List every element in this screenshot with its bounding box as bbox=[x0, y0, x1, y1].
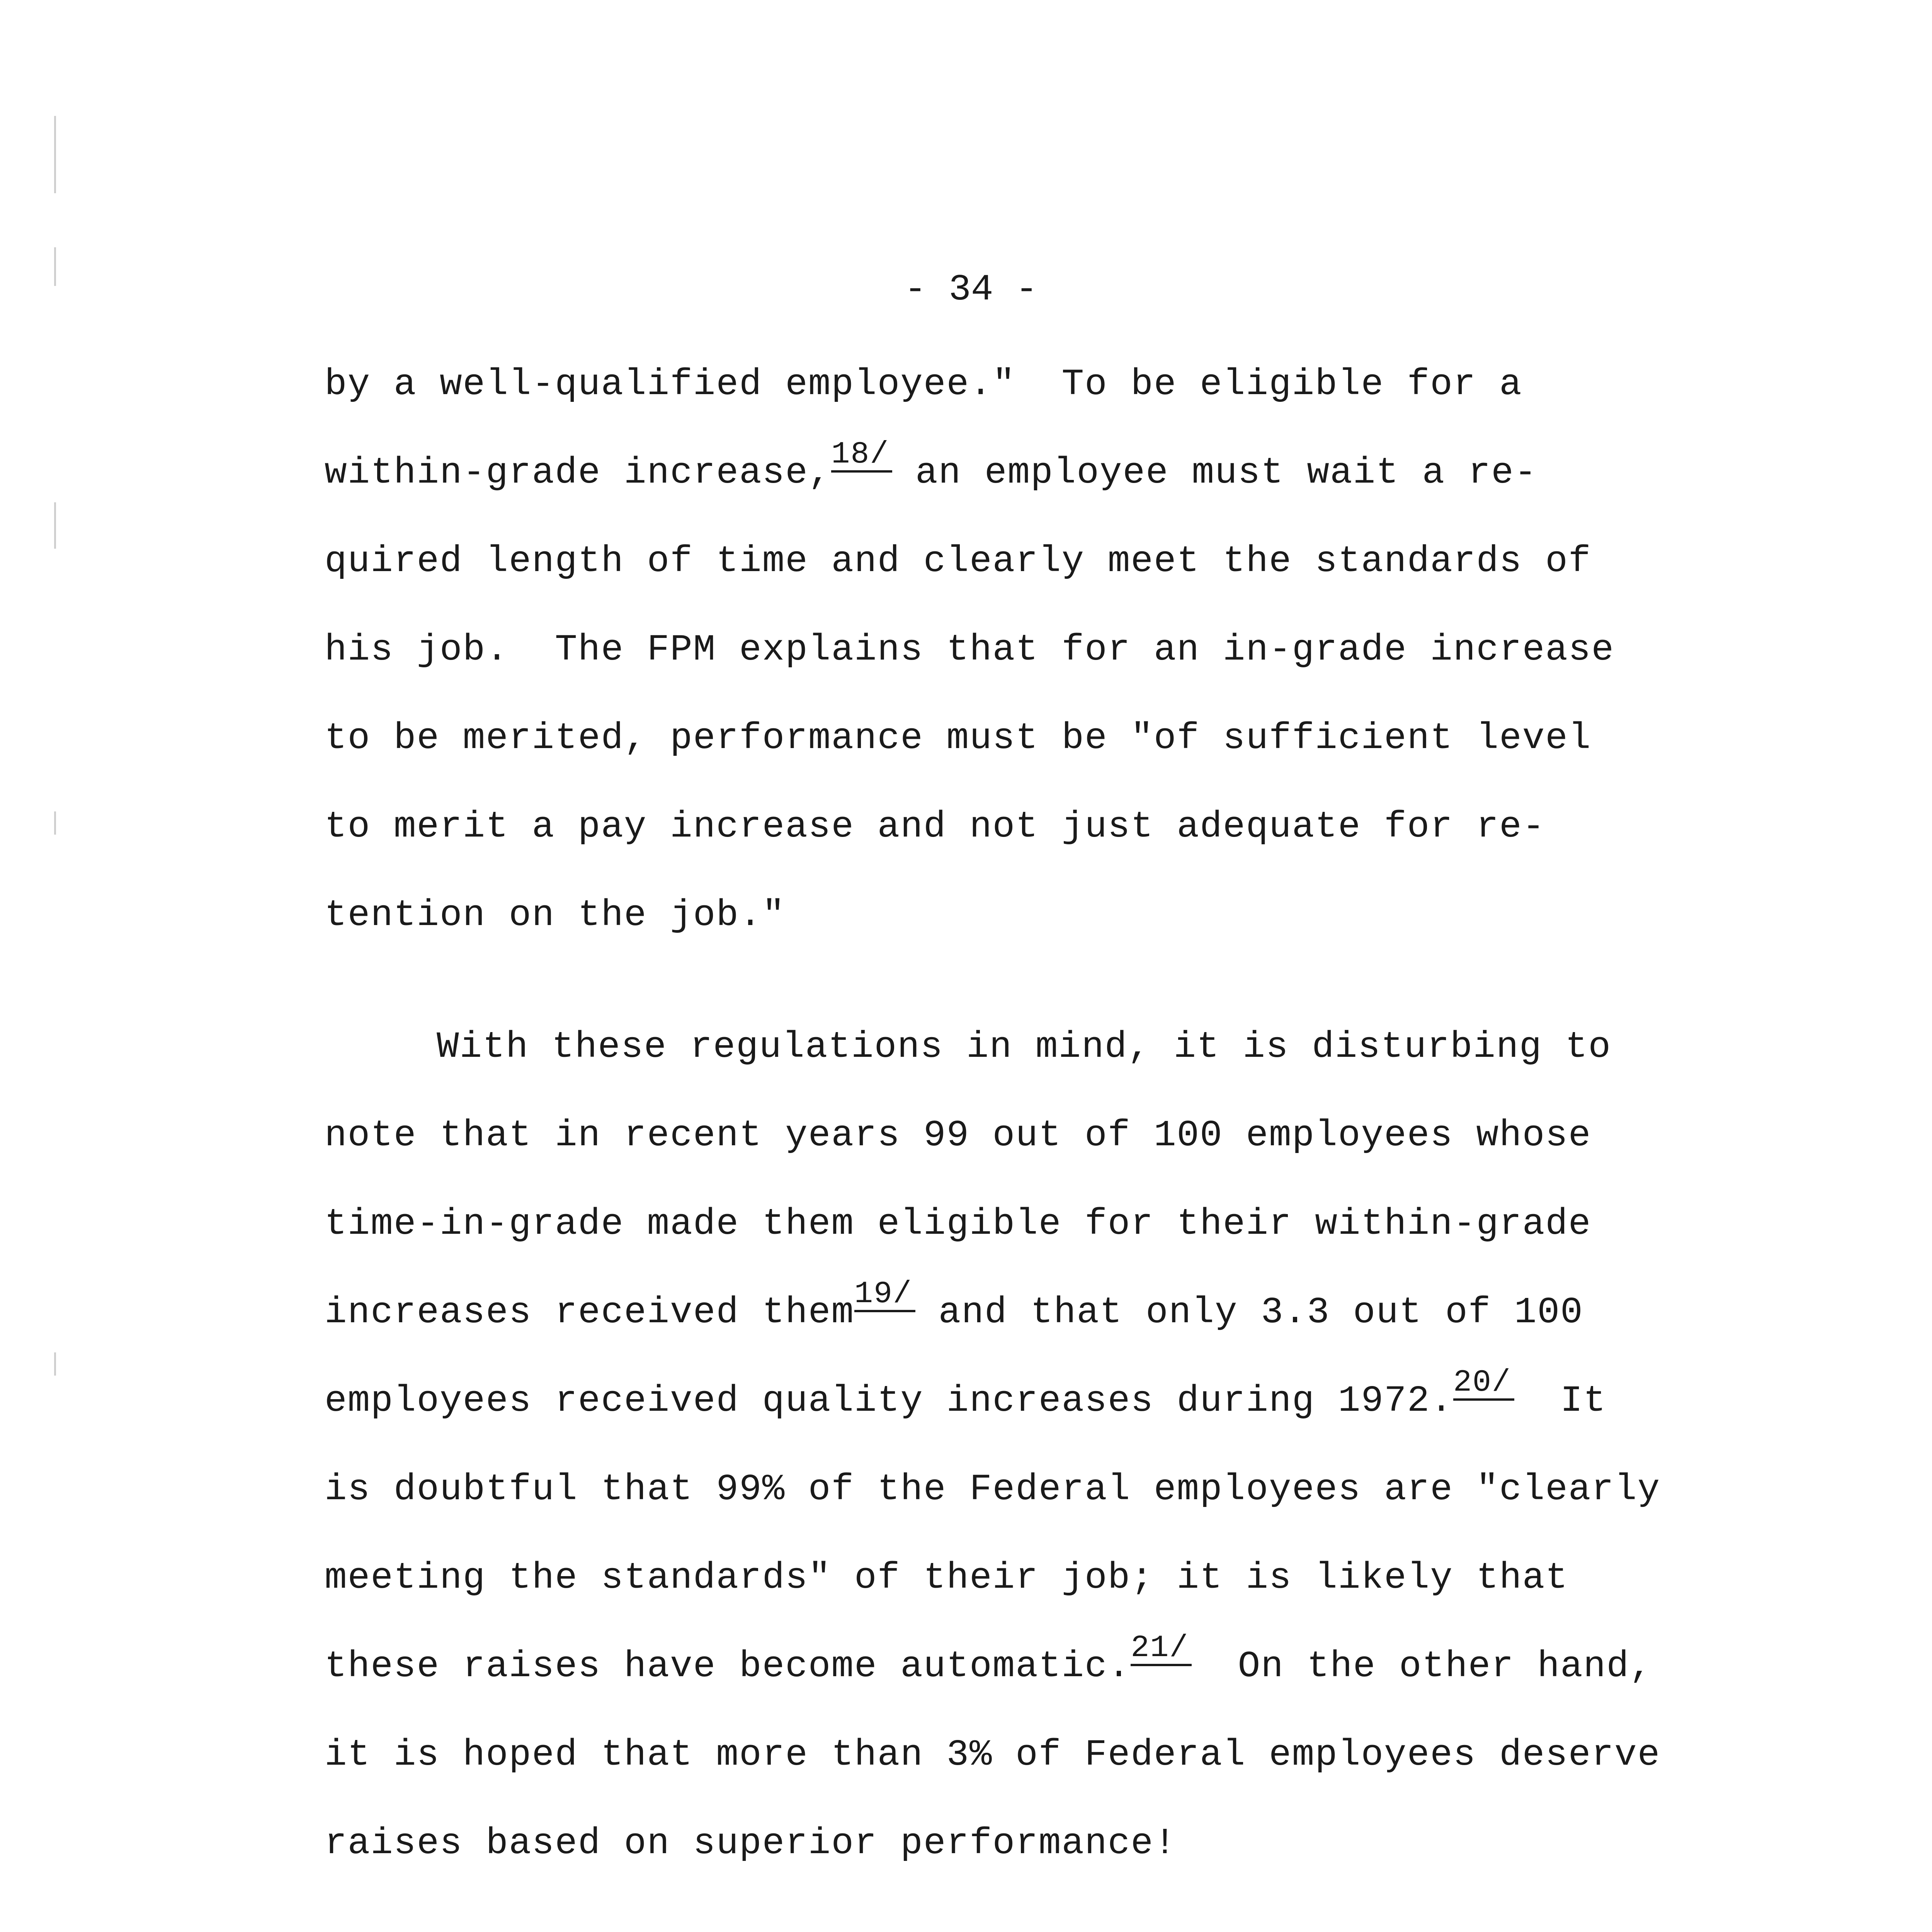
paragraph-eligibility bbox=[325, 340, 1614, 959]
scan-artifact bbox=[54, 247, 56, 286]
paragraph-monitoring bbox=[325, 1930, 1684, 1932]
text-line: it is hoped that more than 3% of Federal employees deserve bbox=[325, 1734, 1661, 1776]
scan-artifact bbox=[54, 1352, 56, 1376]
scan-artifact bbox=[54, 116, 56, 193]
scan-artifact bbox=[54, 502, 56, 549]
text-line: quired length of time and clearly meet the standards of bbox=[325, 540, 1592, 582]
text-line: is doubtful that 99% of the Federal employees are "clearly bbox=[325, 1468, 1661, 1510]
footnote-ref-20: 20/ bbox=[1453, 1367, 1514, 1401]
page-number: - 34 - bbox=[904, 269, 1038, 311]
text-segment: increases received them bbox=[325, 1291, 855, 1333]
text-segment: within-grade increase, bbox=[325, 452, 832, 494]
footnote-ref-21: 21/ bbox=[1131, 1633, 1192, 1666]
text-line bbox=[325, 1930, 1684, 1932]
text-line: tention on the job." bbox=[325, 894, 786, 936]
paragraph-statistics bbox=[325, 1003, 1660, 1888]
text-line: to be merited, performance must be "of sufficient level bbox=[325, 717, 1592, 759]
text-line bbox=[325, 1622, 1660, 1711]
text-line: time-in-grade made them eligible for their within-grade bbox=[325, 1203, 1592, 1245]
text-line: to merit a pay increase and not just adequate for re- bbox=[325, 806, 1546, 848]
text-segment: an employee must wait a re- bbox=[892, 452, 1537, 494]
text-line bbox=[325, 1268, 1660, 1357]
text-line bbox=[325, 429, 1614, 517]
text-line: raises based on superior performance! bbox=[325, 1822, 1177, 1864]
text-line: meeting the standards" of their job; it is likely that bbox=[325, 1557, 1568, 1599]
text-segment: employees received quality increases during 1972. bbox=[325, 1380, 1453, 1422]
footnote-ref-18: 18/ bbox=[831, 439, 892, 473]
text-line: his job. The FPM explains that for an in-grade increase bbox=[325, 629, 1615, 671]
text-line: note that in recent years 99 out of 100 employees whose bbox=[325, 1114, 1592, 1156]
text-line: With these regulations in mind, it is disturbing to bbox=[437, 1026, 1612, 1068]
text-segment: It bbox=[1514, 1380, 1607, 1422]
text-segment: On the other hand, bbox=[1192, 1645, 1653, 1687]
text-line: by a well-qualified employee." To be eligible for a bbox=[325, 363, 1522, 405]
text-line bbox=[325, 1357, 1660, 1445]
scan-artifact bbox=[54, 811, 56, 835]
footnote-ref-19: 19/ bbox=[854, 1279, 915, 1312]
text-segment: and that only 3.3 out of 100 bbox=[915, 1291, 1583, 1333]
text-segment: these raises have become automatic. bbox=[325, 1645, 1131, 1687]
